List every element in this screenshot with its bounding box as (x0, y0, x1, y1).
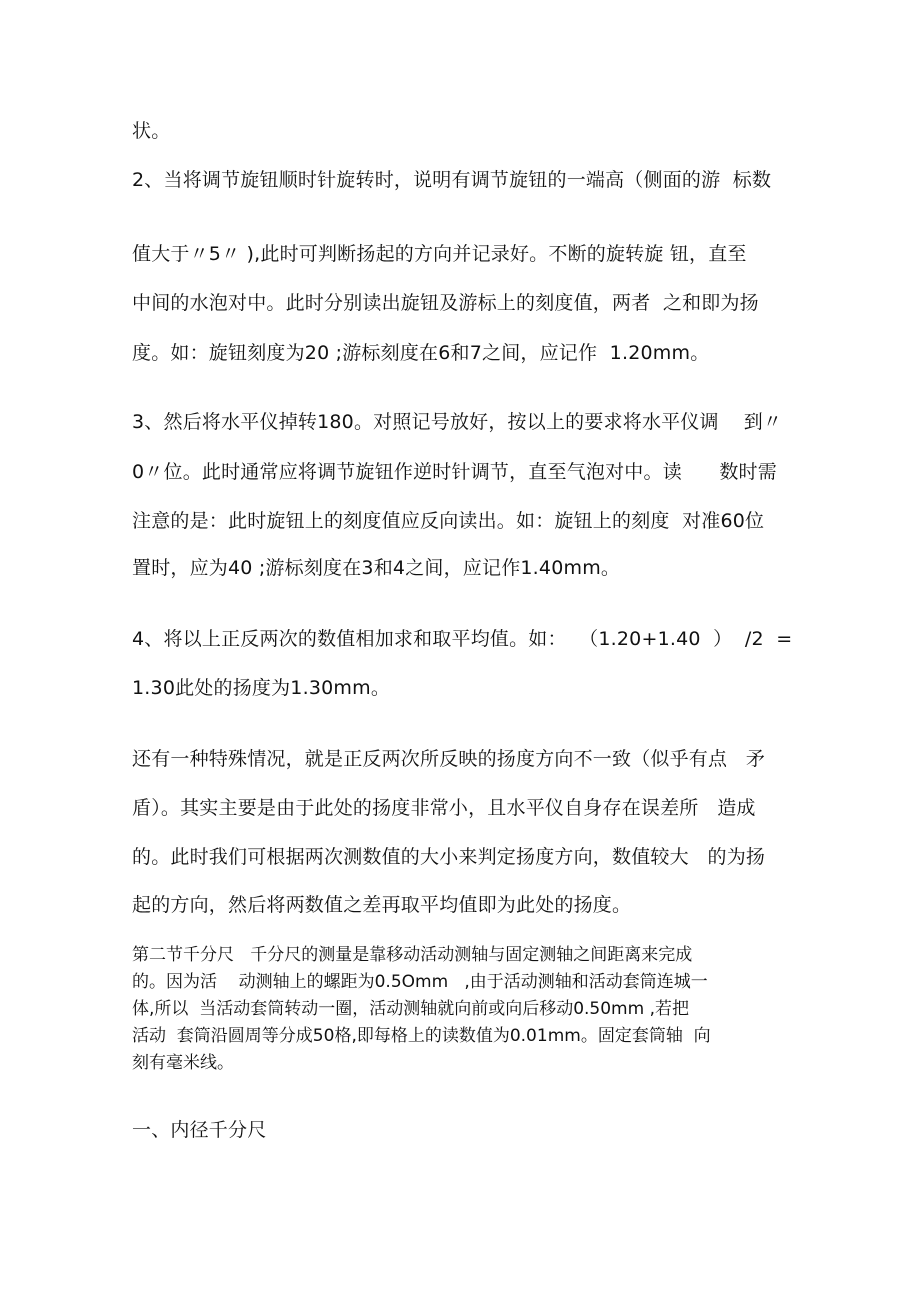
text-line: 中间的水泡对中。此时分别读出旋钮及游标上的刻度值，两者 之和即为扬 (132, 292, 759, 314)
text-line: 3、然后将水平仪掉转180。对照记号放好，按以上的要求将水平仪调 到〃 (132, 411, 783, 433)
text-line: 的。此时我们可根据两次测数值的大小来判定扬度方向，数值较大 的为扬 (132, 846, 766, 868)
text-line: 注意的是：此时旋钮上的刻度值应反向读出。如：旋钮上的刻度 对准60位 (132, 510, 765, 532)
text-line: 度。如：旋钮刻度为20 ;游标刻度在6和7之间，应记作 1.20mm。 (132, 342, 710, 364)
section-text-line: 体,所以 当活动套筒转动一圈，活动测轴就向前或向后移动0.50mm ,若把 (132, 999, 689, 1019)
section-heading: 一、内径千分尺 (132, 1119, 267, 1141)
text-line: 置时，应为40 ;游标刻度在3和4之间，应记作1.40mm。 (132, 557, 621, 579)
text-line: 状。 (132, 120, 171, 142)
text-line: 还有一种特殊情况，就是正反两次所反映的扬度方向不一致（似乎有点 矛 (132, 748, 766, 770)
section-text-line: 活动 套筒沿圆周等分成50格,即每格上的读数值为0.01mm。固定套筒轴 向 (132, 1026, 711, 1046)
section-text-line: 刻有毫米线。 (132, 1053, 234, 1073)
text-line: 0〃位。此时通常应将调节旋钮作逆时针调节，直至气泡对中。读 数时需 (132, 461, 777, 483)
text-line: 2、当将调节旋钮顺时针旋转时，说明有调节旋钮的一端高（侧面的游 标数 (132, 169, 772, 191)
text-line: 4、将以上正反两次的数值相加求和取平均值。如： （1.20+1.40 ） /2 = (132, 628, 793, 650)
text-line: 盾）。其实主要是由于此处的扬度非常小，且水平仪自身存在误差所 造成 (132, 797, 756, 819)
text-line: 起的方向，然后将两数值之差再取平均值即为此处的扬度。 (132, 894, 632, 916)
text-line: 值大于〃5〃 ),此时可判断扬起的方向并记录好。不断的旋转旋 钮，直至 (132, 243, 747, 265)
section-text-line: 的。因为活 动测轴上的螺距为0.5Omm ,由于活动测轴和活动套筒连城一 (132, 972, 708, 992)
section-text-line: 第二节千分尺 千分尺的测量是靠移动活动测轴与固定测轴之间距离来完成 (132, 945, 693, 965)
text-line: 1.30此处的扬度为1.30mm。 (132, 677, 391, 699)
